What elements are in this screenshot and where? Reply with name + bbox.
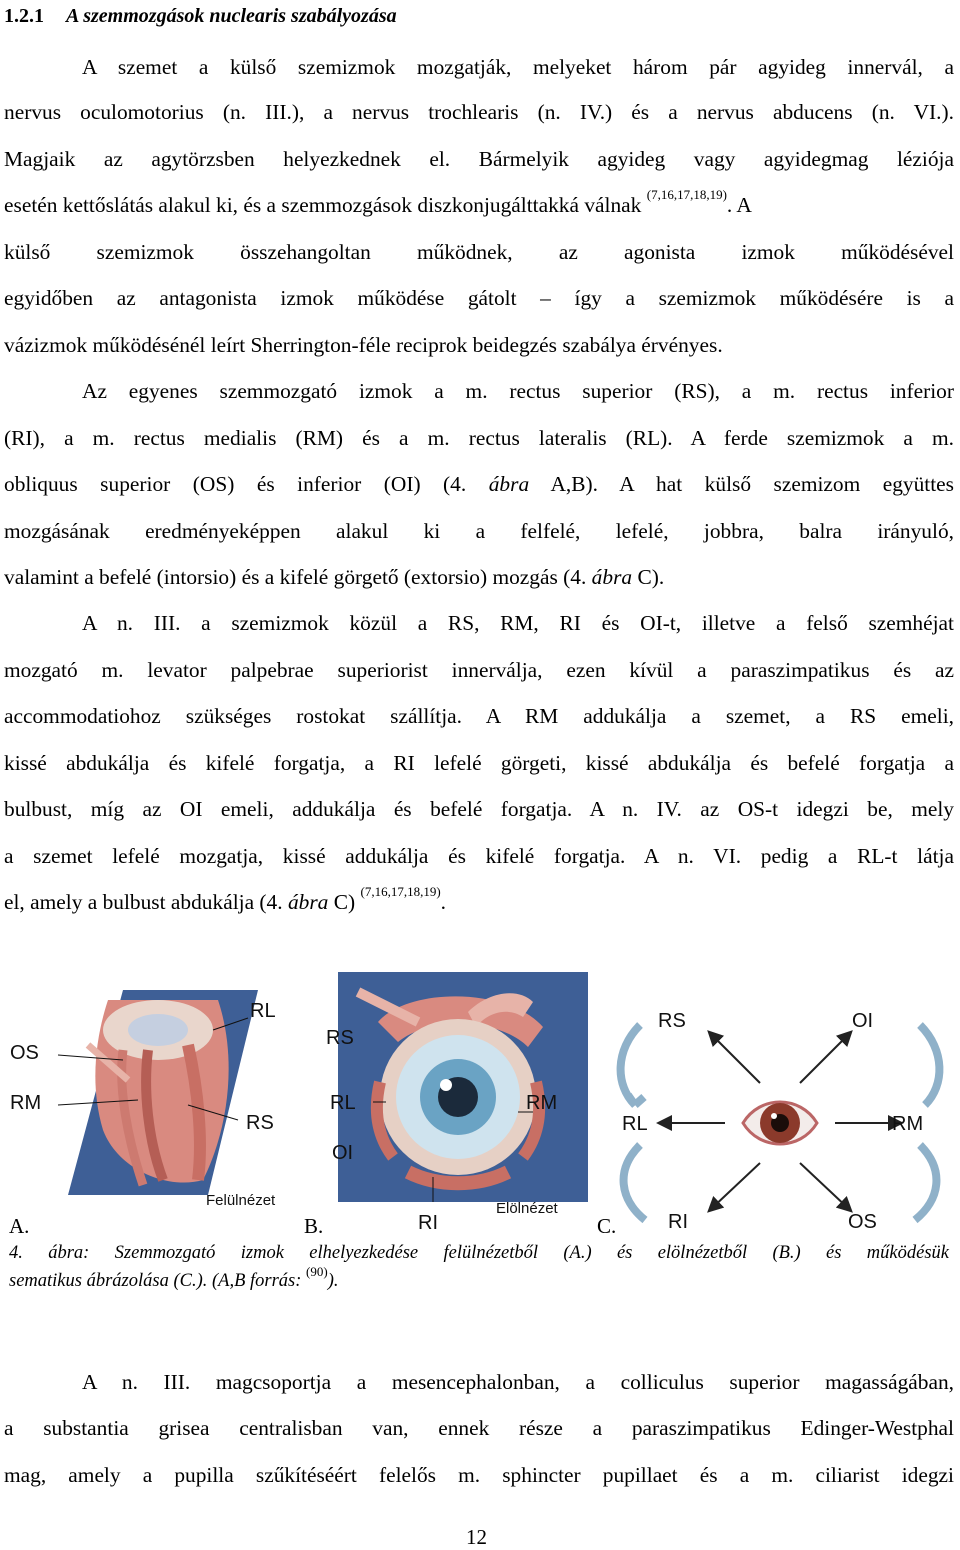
para4-line: A n. III. magcsoportja a mesencephalonban, a colliculus superior magasságában, [82, 1370, 954, 1394]
label-oi: OI [332, 1142, 354, 1164]
para4-line: mag, amely a pupilla szűkítéséért felelős m. sphincter pupillaet és a m. ciliarist idegzi [4, 1463, 954, 1487]
figure-b-front-view [318, 972, 603, 1234]
para2-line: (RI), a m. rectus medialis (RM) és a m. rectus lateralis (RL). A ferde szemizmok a m. [4, 426, 954, 450]
citation-ref: (90) [306, 1264, 328, 1279]
label-rs: RS [246, 1112, 274, 1134]
view-label-top: Felülnézet [206, 1192, 276, 1209]
label-rl: RL [250, 1000, 276, 1022]
page-number: 12 [466, 1525, 487, 1549]
label-os: OS [10, 1042, 39, 1064]
label-os: OS [848, 1211, 877, 1233]
para2-line-abra: valamint a befelé (intorsio) és a kifelé görgető (extorsio) mozgás (4. ábra C). [4, 565, 665, 589]
label-rm: RM [10, 1092, 42, 1114]
para3-line-with-ref: el, amely a bulbust abdukálja (4. ábra C) $^{(7,16,17,18,19)}$. [4, 884, 447, 914]
label-rm: RM [892, 1113, 924, 1135]
view-label-front: Elölnézet [496, 1200, 558, 1217]
subfigure-b-letter: B. [304, 1214, 324, 1238]
para1-text: esetén kettőslátás alakul ki, és a szemmozgások diszkonjugálttakká válnak [4, 193, 642, 217]
figure-caption-line: sematikus ábrázolása (C.). (A,B forrás: $^{(90)}$). [9, 1264, 339, 1291]
label-rs: RS [326, 1027, 354, 1049]
label-rs: RS [658, 1010, 686, 1032]
para1-line-with-ref [4, 187, 954, 217]
subfigure-c-letter: C. [597, 1214, 617, 1238]
para3-line: kissé abdukálja és kifelé forgatja, a RI lefelé görgeti, kissé abdukálja és befelé forgatja a [4, 751, 954, 775]
para3-line: mozgató m. levator palpebrae superiorist innerválja, ezen kívül a paraszimpatikus és az [4, 658, 954, 682]
subfigure-a-letter: A. [9, 1214, 30, 1238]
citation-ref: (7,16,17,18,19) [360, 884, 441, 899]
para1-line: A szemet a külső szemizmok mozgatják, melyeket három pár agyideg innervál, a [82, 55, 954, 79]
para3-line: bulbust, míg az OI emeli, addukálja és befelé forgatja. A n. IV. az OS-t idegzi be, mely [4, 797, 954, 821]
label-oi: OI [852, 1010, 874, 1032]
para1-line: külső szemizmok összehangoltan működnek, az agonista izmok működésével [4, 240, 954, 264]
label-rl: RL [330, 1092, 356, 1114]
para1-text-end: . A [726, 193, 752, 217]
para4-line: a substantia grisea centralisban van, ennek része a paraszimpatikus Edinger-Westphal [4, 1416, 954, 1440]
para3-line: a szemet lefelé mozgatja, kissé addukálja és kifelé forgatja. A n. VI. pedig a RL-t látja [4, 844, 954, 868]
figure-caption-line: 4. ábra: Szemmozgató izmok elhelyezkedése felülnézetből (A.) és elölnézetből (B.) és működésük [9, 1243, 949, 1263]
label-rm: RM [526, 1092, 558, 1114]
section-title: A szemmozgások nuclearis szabályozása [66, 5, 397, 27]
figure-c-schematic [600, 995, 955, 1235]
para2-line: Az egyenes szemmozgató izmok a m. rectus superior (RS), a m. rectus inferior [82, 379, 954, 403]
section-number: 1.2.1 [4, 5, 44, 27]
label-ri: RI [668, 1211, 688, 1233]
figure-a-top-view [10, 990, 300, 1209]
label-ri: RI [418, 1212, 438, 1234]
para1-line: vázizmok működésénél leírt Sherrington-féle reciprok beidegzés szabálya érvényes. [4, 333, 723, 357]
para3-line: accommodatiohoz szükséges rostokat szállítja. A RM addukálja a szemet, a RS emeli, [4, 704, 954, 728]
eye-muscle-front-view-illustration [318, 972, 603, 1212]
para2-line-abra: obliquus superior (OS) és inferior (OI) (4. ábra A,B). A hat külső szemizom együttes [4, 472, 955, 496]
para1-line: Magjaik az agytörzsben helyezkednek el. Bármelyik agyideg vagy agyidegmag léziója [4, 147, 954, 171]
para1-line: nervus oculomotorius (n. III.), a nervus trochlearis (n. IV.) és a nervus abducens (n. VI.). [4, 100, 954, 124]
section-heading [4, 5, 397, 28]
label-rl: RL [622, 1113, 648, 1135]
para3-line: A n. III. a szemizmok közül a RS, RM, RI és OI-t, illetve a felső szemhéjat [82, 611, 954, 635]
citation-ref: (7,16,17,18,19) [646, 187, 727, 202]
para2-line: mozgásának eredményeképpen alakul ki a felfelé, lefelé, jobbra, balra irányuló, [4, 519, 954, 543]
para1-line: egyidőben az antagonista izmok működése gátolt – így a szemizmok működésére is a [4, 286, 954, 310]
